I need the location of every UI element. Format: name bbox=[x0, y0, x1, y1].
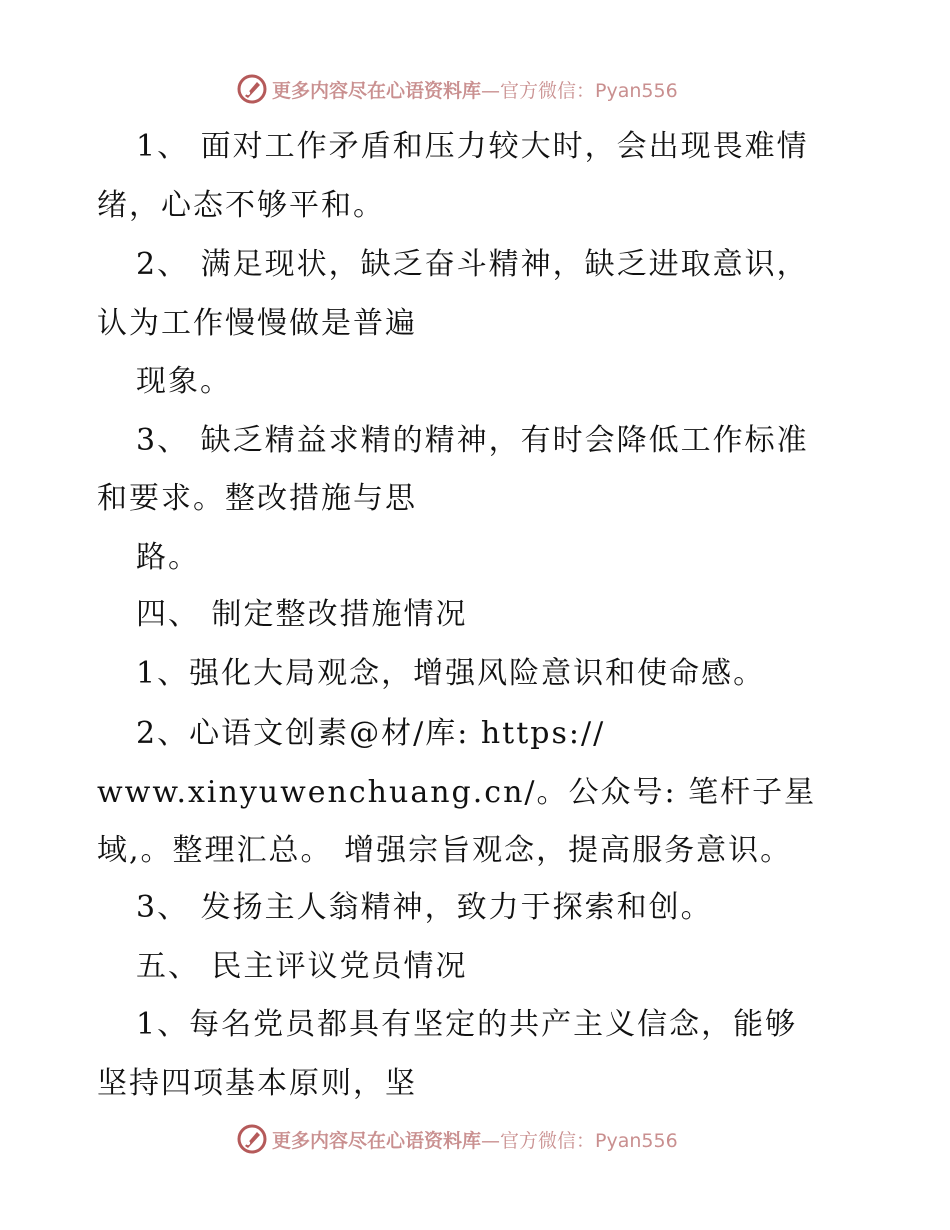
watermark-main-text: 更多内容尽在心语资料库 bbox=[272, 1129, 482, 1152]
text-line: 绪，心态不够平和。 bbox=[97, 188, 385, 223]
text-line: 2、心语文创素@材/库: https:// bbox=[136, 716, 606, 751]
text-line: 和要求。整改措施与思 bbox=[97, 481, 417, 516]
text-line: 1、 面对工作矛盾和压力较大时，会出现畏难情 bbox=[136, 129, 809, 164]
text-line: 域,。整理汇总。 增强宗旨观念，提高服务意识。 bbox=[97, 833, 793, 868]
text-line: 3、 发扬主人翁精神，致力于探索和创。 bbox=[136, 890, 713, 925]
section-heading: 五、 民主评议党员情况 bbox=[136, 949, 468, 984]
text-line: 现象。 bbox=[136, 364, 232, 399]
section-heading: 四、 制定整改措施情况 bbox=[136, 597, 468, 632]
watermark-sub-text: —官方微信：Pyan556 bbox=[481, 1129, 678, 1152]
watermark-header bbox=[236, 72, 678, 106]
text-line: www.xinyuwenchuang.cn/。公众号: 笔杆子星 bbox=[97, 775, 817, 810]
text-line: 1、每名党员都具有坚定的共产主义信念，能够 bbox=[136, 1007, 798, 1042]
text-line: 坚持四项基本原则，坚 bbox=[97, 1066, 417, 1101]
watermark-footer bbox=[236, 1122, 678, 1156]
watermark-sub-text: —官方微信：Pyan556 bbox=[481, 79, 678, 102]
pen-logo-icon bbox=[236, 1123, 268, 1155]
text-line: 认为工作慢慢做是普遍 bbox=[97, 306, 417, 341]
watermark-main-text: 更多内容尽在心语资料库 bbox=[272, 79, 482, 102]
text-line: 3、 缺乏精益求精的精神，有时会降低工作标准 bbox=[136, 423, 809, 458]
pen-logo-icon bbox=[236, 73, 268, 105]
text-line: 路。 bbox=[136, 540, 200, 575]
text-line: 2、 满足现状，缺乏奋斗精神，缺乏进取意识， bbox=[136, 247, 809, 282]
text-line: 1、强化大局观念，增强风险意识和使命感。 bbox=[136, 656, 766, 691]
